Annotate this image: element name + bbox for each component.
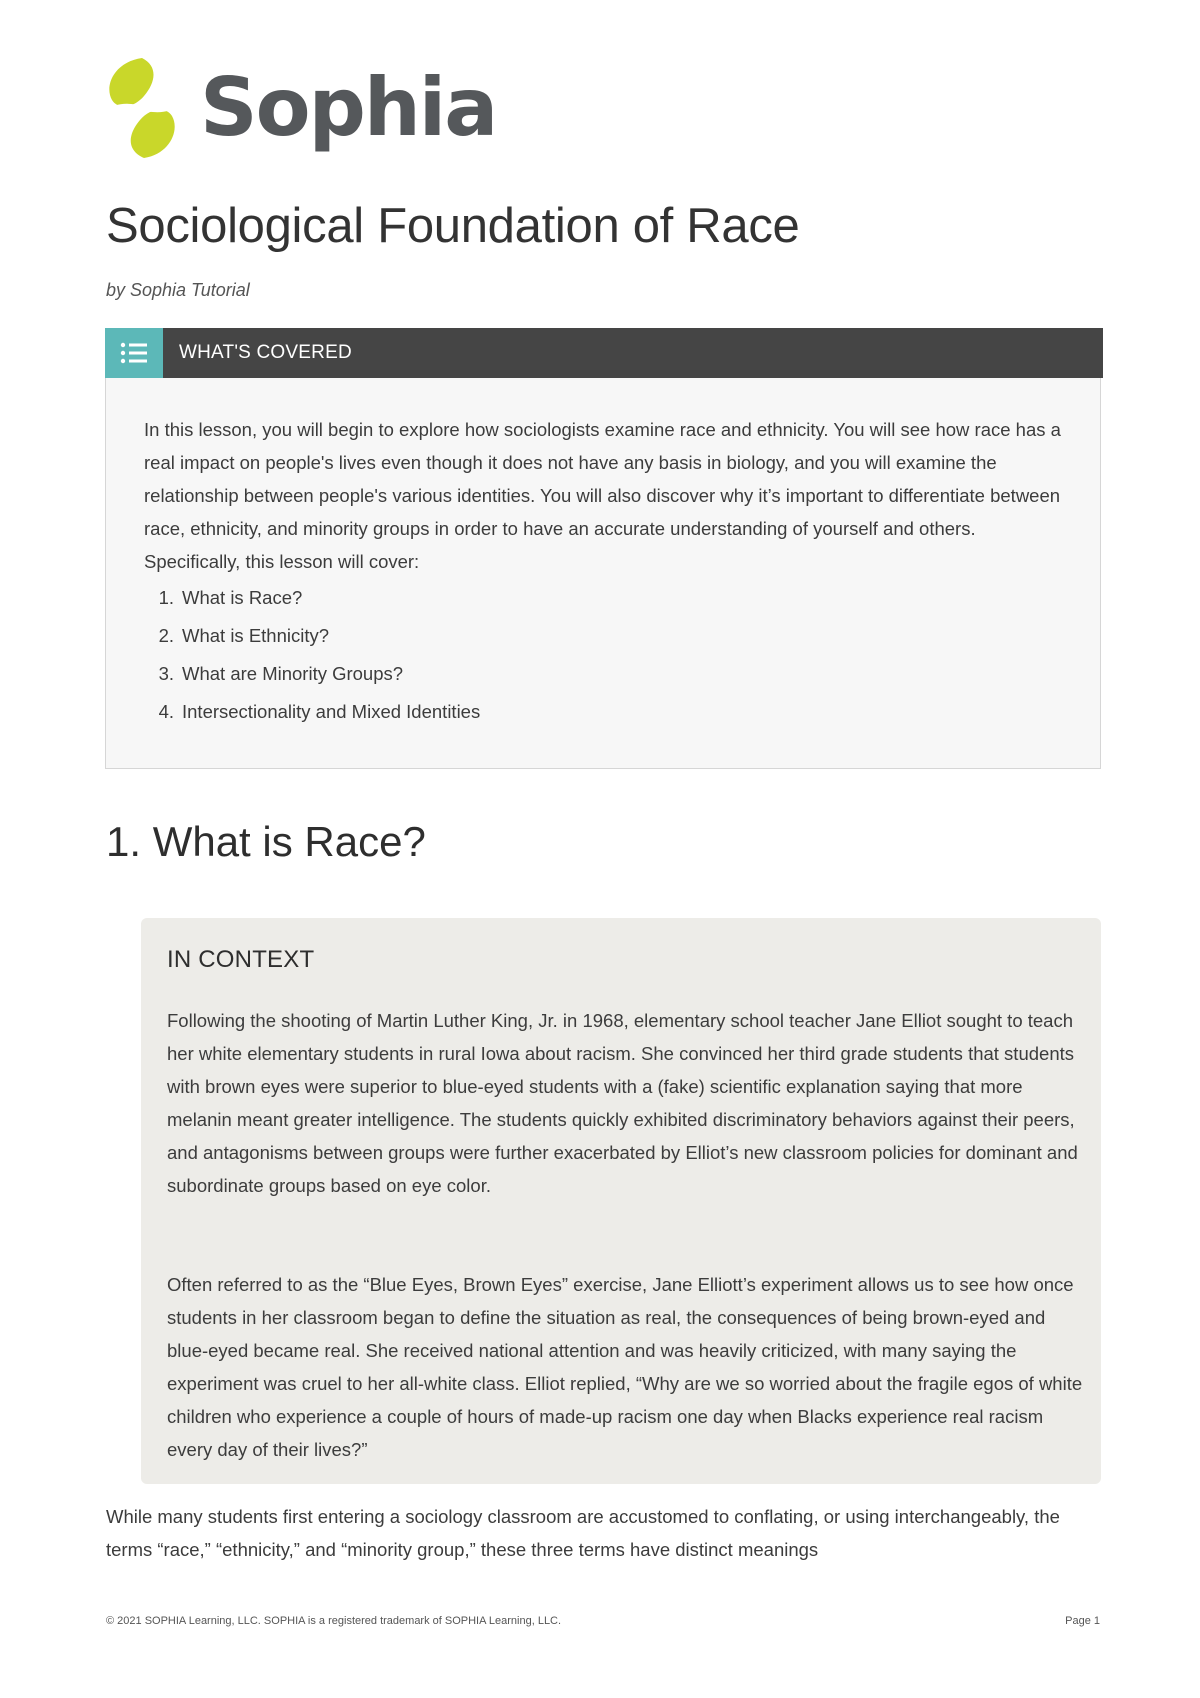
logo-wordmark: Sophia	[200, 61, 497, 154]
in-context-paragraph: Often referred to as the “Blue Eyes, Brown Eyes” exercise, Jane Elliott’s experiment allows us to see how once students in her classroom began to define the situation as real, the consequences of being brown-eyed and blue-eyed became real. She received national attention and was heavily criticized, with many saying the experiment was cruel to her all-white class. Elliot replied, “Why are we so worried about the fragile egos of white children who experience a couple of hours of made-up racism one day when Blacks experience real racism every day of their lives?”	[167, 1274, 1083, 1460]
section-heading: 1. What is Race?	[106, 818, 426, 865]
list-item: 3. What are Minority Groups?	[158, 663, 404, 684]
footer-copyright: © 2021 SOPHIA Learning, LLC. SOPHIA is a registered trademark of SOPHIA Learning, LLC.	[106, 1615, 562, 1627]
lesson-topic-list	[144, 579, 480, 731]
whats-covered-box	[105, 328, 1101, 769]
in-context-title: IN CONTEXT	[167, 946, 315, 973]
whats-covered-intro: In this lesson, you will begin to explore how sociologists examine race and ethnicity. You will see how race has a real impact on people's lives even though it does not have any basis in biology, and you will examine the relationship between people's various identities. You will also discover why it’s important to differentiate between race, ethnicity, and minority groups in order to have an accurate understanding of yourself and others. Specifically, this lesson will cover:	[144, 419, 1061, 572]
page-number: Page 1	[1065, 1615, 1100, 1627]
whats-covered-header	[105, 328, 1103, 378]
list-item: 2. What is Ethnicity?	[158, 625, 330, 646]
whats-covered-title: WHAT'S COVERED	[179, 342, 352, 363]
body-paragraph: While many students first entering a sociology classroom are accustomed to conflating, or using interchangeably, the terms “race,” “ethnicity,” and “minority group,” these three terms have distinct meanings	[106, 1506, 1060, 1560]
in-context-box	[141, 918, 1101, 1484]
list-item: 4. Intersectionality and Mixed Identities	[158, 701, 481, 722]
list-item: 1. What is Race?	[158, 587, 303, 608]
page-title: Sociological Foundation of Race	[106, 199, 800, 253]
sophia-mark-icon	[104, 56, 180, 160]
sophia-logo	[104, 56, 497, 160]
in-context-paragraph: Following the shooting of Martin Luther King, Jr. in 1968, elementary school teacher Jane Elliot sought to teach her white elementary students in rural Iowa about racism. She convinced her third grade students that students with brown eyes were superior to blue-eyed students with a (fake) scientific explanation saying that more melanin meant greater intelligence. The students quickly exhibited discriminatory behaviors against their peers, and antagonisms between groups were further exacerbated by Elliot’s new classroom policies for dominant and subordinate groups based on eye color.	[167, 1010, 1078, 1196]
byline: by Sophia Tutorial	[106, 280, 250, 300]
list-icon	[105, 328, 163, 378]
